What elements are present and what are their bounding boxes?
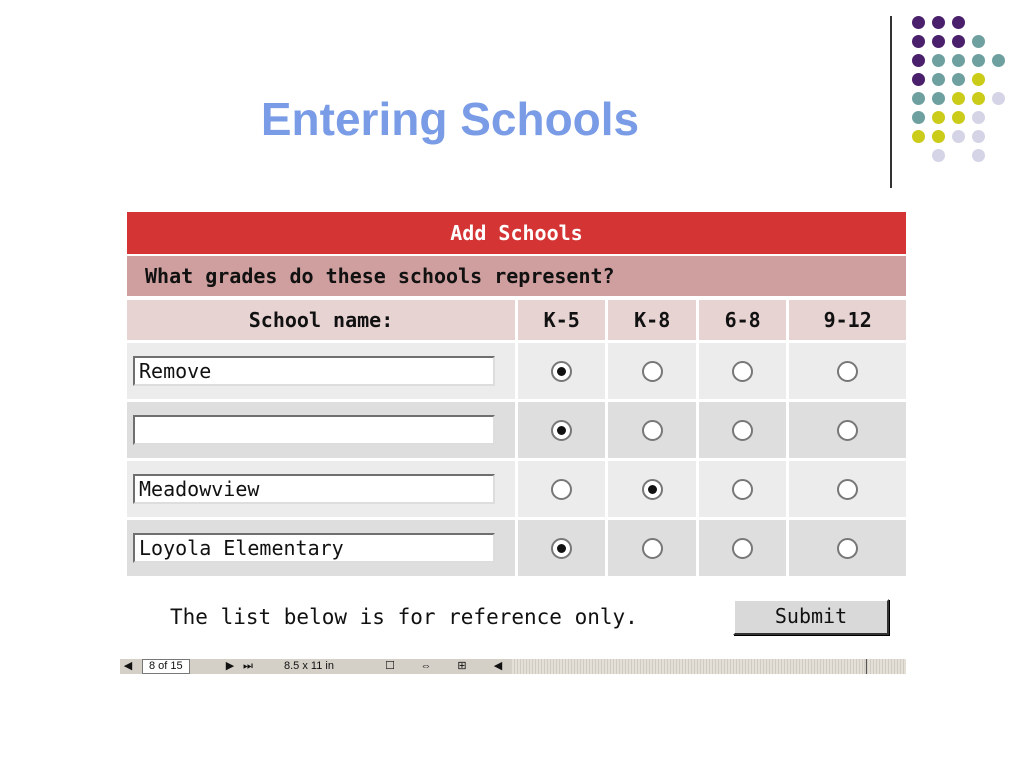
grade-radio-k-8[interactable] [642,538,663,559]
school-name-cell [127,461,515,517]
decorative-dot [972,92,985,105]
decorative-dot [992,92,1005,105]
grade-cell [608,402,695,458]
decorative-dot [952,54,965,67]
decorative-dot [912,35,925,48]
grade-cell [789,402,906,458]
school-name-cell [127,343,515,399]
table-row [127,461,906,517]
page-indicator[interactable]: 8 of 15 [142,659,190,674]
grade-cell [608,343,695,399]
column-header-school-name: School name: [127,300,515,340]
scroll-left-icon[interactable]: ◀ [493,660,503,672]
decorative-dot [932,92,945,105]
table-row [127,343,906,399]
fit-width-icon[interactable]: ⇔ [420,660,432,672]
decorative-dot [912,73,925,86]
column-header-k5: K-5 [518,300,605,340]
school-name-input[interactable] [133,415,495,445]
grade-cell [518,343,605,399]
grade-cell [789,520,906,576]
column-header-k8: K-8 [608,300,695,340]
grade-cell [518,461,605,517]
grade-cell [699,520,786,576]
grade-cell [789,461,906,517]
slide-title: Entering Schools [260,93,640,145]
decorative-dot [972,111,985,124]
table-row [127,402,906,458]
school-name-input[interactable]: Meadowview [133,474,495,504]
decorative-dot [952,130,965,143]
decorative-dot [932,130,945,143]
decorative-dot [952,35,965,48]
grade-radio-9-12[interactable] [837,479,858,500]
scrollbar-tail [868,659,906,674]
decorative-dot [992,54,1005,67]
decorative-dot [912,54,925,67]
grade-radio-9-12[interactable] [837,538,858,559]
grade-cell [518,402,605,458]
school-name-cell [127,402,515,458]
decorative-dot [912,16,925,29]
reference-note: The list below is for reference only. [170,605,638,629]
page-size-label: 8.5 x 11 in [284,660,334,672]
decorative-dot [972,149,985,162]
grade-radio-9-12[interactable] [837,420,858,441]
decorative-dot [972,130,985,143]
grade-radio-k-5[interactable] [551,420,572,441]
last-page-icon[interactable]: ⏭ [243,660,253,672]
grades-question: What grades do these schools represent? [127,256,906,296]
decorative-dot [932,54,945,67]
decorative-dot [932,73,945,86]
grade-radio-k-5[interactable] [551,538,572,559]
grade-radio-k-5[interactable] [551,361,572,382]
submit-button[interactable]: Submit [733,599,889,635]
previous-page-icon[interactable]: ◀ [123,660,133,672]
grade-cell [699,343,786,399]
grade-cell [699,461,786,517]
scrollbar-end [866,659,867,674]
decorative-dot [912,130,925,143]
grade-radio-k-8[interactable] [642,479,663,500]
horizontal-scrollbar[interactable] [512,659,864,674]
grade-radio-k-8[interactable] [642,361,663,382]
column-header-9-12: 9-12 [789,300,906,340]
decorative-dot [972,73,985,86]
decorative-dot [952,111,965,124]
school-name-input[interactable]: Loyola Elementary [133,533,495,563]
grade-radio-9-12[interactable] [837,361,858,382]
document-viewer-toolbar [120,659,906,674]
multi-page-view-icon[interactable]: ⊞ [457,660,467,672]
column-header-6-8: 6-8 [699,300,786,340]
decorative-dot [932,149,945,162]
grade-radio-6-8[interactable] [732,538,753,559]
grade-radio-6-8[interactable] [732,420,753,441]
next-page-icon[interactable]: ▶ [225,660,235,672]
grade-cell [699,402,786,458]
single-page-view-icon[interactable]: ☐ [385,660,395,672]
decorative-dot [952,92,965,105]
decorative-dot [972,54,985,67]
panel-header: Add Schools [127,212,906,254]
decorative-dot [972,35,985,48]
decorative-dot [932,35,945,48]
schools-table [124,297,909,579]
grade-radio-6-8[interactable] [732,479,753,500]
school-name-input[interactable]: Remove [133,356,495,386]
grade-cell [608,461,695,517]
decorative-dot [952,16,965,29]
grade-radio-k-8[interactable] [642,420,663,441]
decorative-dot [952,73,965,86]
grade-cell [608,520,695,576]
decorative-dot [932,111,945,124]
grade-radio-k-5[interactable] [551,479,572,500]
school-name-cell [127,520,515,576]
grade-radio-6-8[interactable] [732,361,753,382]
decorative-dot [912,92,925,105]
grade-cell [789,343,906,399]
grade-cell [518,520,605,576]
add-schools-panel [127,212,906,588]
table-row [127,520,906,576]
decorative-dot-grid [0,0,1024,200]
decorative-dot [932,16,945,29]
decorative-dot [912,111,925,124]
